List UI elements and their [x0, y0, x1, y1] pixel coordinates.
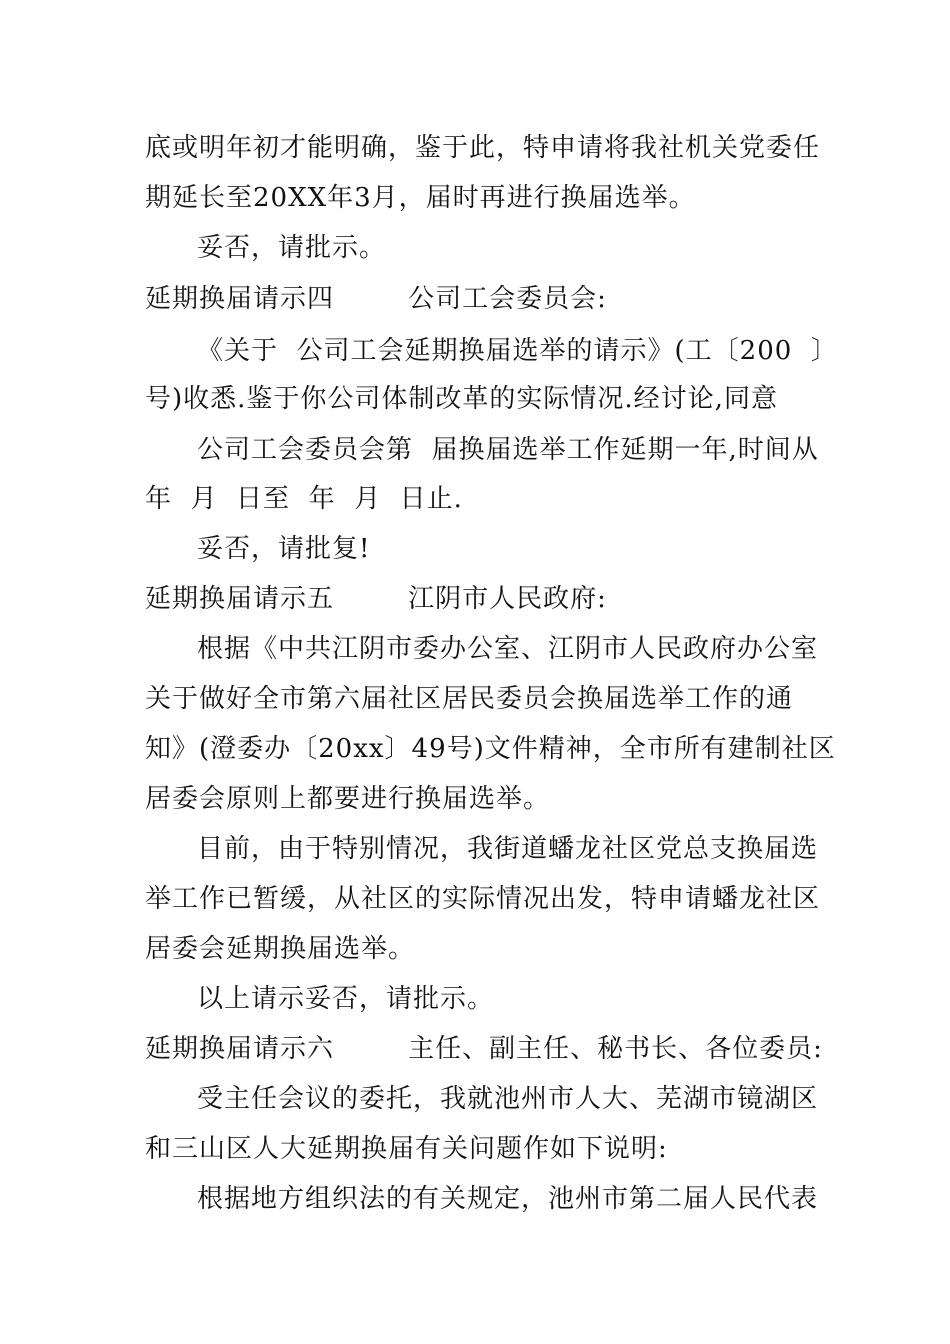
text-line: 妥否，请批示。 — [197, 233, 387, 263]
text-line: 关于做好全市第六届社区居民委员会换届选举工作的通 — [145, 684, 794, 714]
text-line: 《关于 公司工会延期换届选举的请示》(工〔200 〕 — [197, 336, 838, 366]
text-line: 受主任会议的委托，我就池州市人大、芜湖市镜湖区 — [197, 1084, 819, 1114]
section-heading: 延期换届请示五 江阴市人民政府: — [145, 584, 607, 614]
text-line: 和三山区人大延期换届有关问题作如下说明: — [145, 1134, 668, 1164]
text-line: 妥否，请批复! — [197, 534, 371, 564]
text-line: 知》(澄委办〔20xx〕49号)文件精神，全市所有建制社区 — [145, 734, 836, 764]
text-line: 居委会原则上都要进行换届选举。 — [145, 784, 551, 814]
text-line: 根据《中共江阴市委办公室、江阴市人民政府办公室 — [197, 634, 819, 664]
text-line: 以上请示妥否，请批示。 — [197, 984, 495, 1014]
text-line: 号)收悉.鉴于你公司体制改革的实际情况.经讨论,同意 — [145, 384, 778, 414]
section-heading: 延期换届请示四 公司工会委员会: — [145, 284, 607, 314]
text-line: 年 月 日至 年 月 日止. — [145, 484, 463, 514]
text-line: 目前，由于特别情况，我街道蟠龙社区党总支换届选 — [197, 834, 819, 864]
text-line: 底或明年初才能明确，鉴于此，特申请将我社机关党委任 — [145, 133, 821, 163]
text-line: 举工作已暂缓，从社区的实际情况出发，特申请蟠龙社区 — [145, 884, 821, 914]
text-line: 公司工会委员会第 届换届选举工作延期一年,时间从 — [197, 435, 819, 465]
text-line: 期延长至20XX年3月，届时再进行换届选举。 — [145, 183, 696, 213]
section-heading: 延期换届请示六 主任、副主任、秘书长、各位委员: — [145, 1034, 823, 1064]
text-line: 居委会延期换届选举。 — [145, 934, 416, 964]
text-line: 根据地方组织法的有关规定，池州市第二届人民代表 — [197, 1184, 819, 1214]
